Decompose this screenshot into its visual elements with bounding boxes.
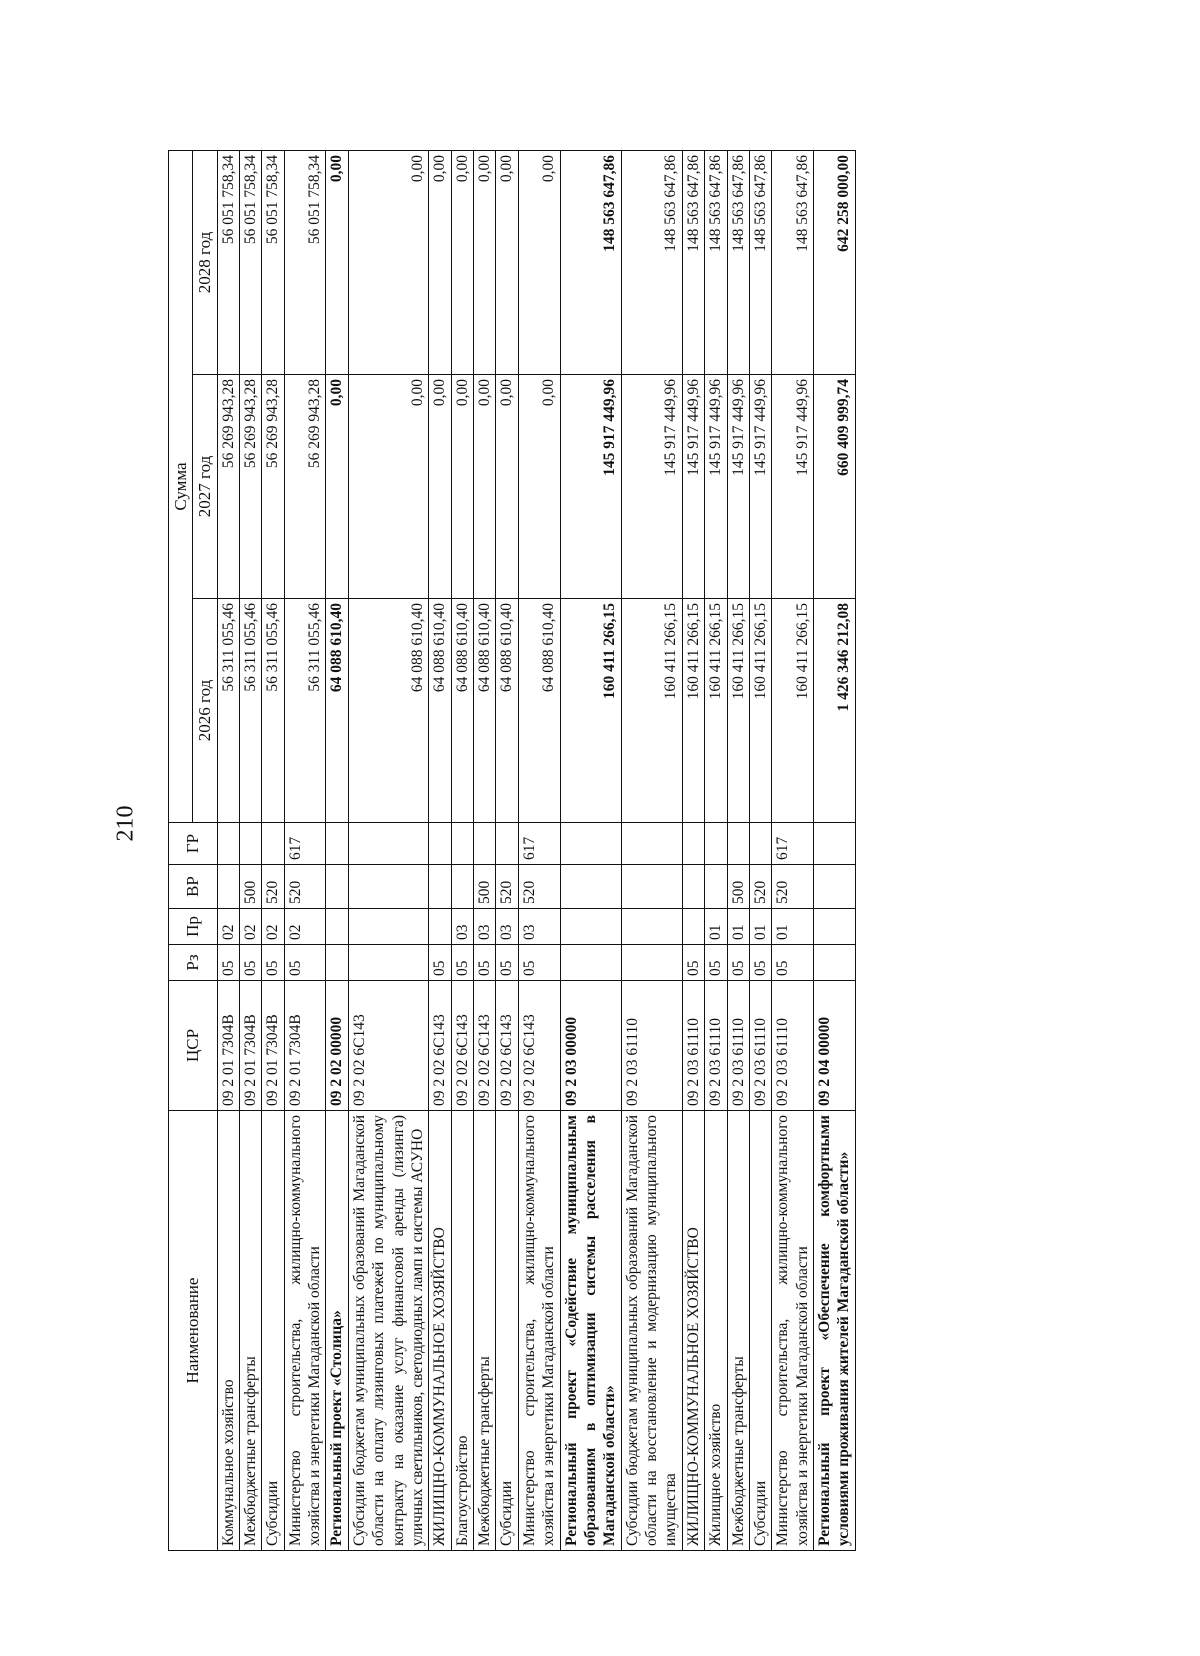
cell-name: Субсидии: [262, 1111, 284, 1551]
cell-pr: [348, 909, 429, 945]
cell-gr: 617: [518, 823, 560, 865]
table-row: [560, 151, 621, 1551]
cell-gr: [705, 823, 727, 865]
cell-2027: 56 269 943,28: [239, 375, 261, 599]
table-row: [239, 151, 261, 1551]
cell-vr: [217, 865, 239, 909]
cell-rz: 05: [474, 945, 496, 981]
cell-2026: 64 088 610,40: [429, 599, 451, 823]
cell-2028: 56 051 758,34: [262, 151, 284, 375]
cell-gr: [814, 823, 856, 865]
table-row: [326, 151, 348, 1551]
cell-2028: 56 051 758,34: [239, 151, 261, 375]
cell-csr: 09 2 02 6С143: [474, 981, 496, 1111]
cell-rz: 05: [749, 945, 771, 981]
table-row: [262, 151, 284, 1551]
cell-gr: 617: [772, 823, 814, 865]
cell-csr: 09 2 01 7304B: [217, 981, 239, 1111]
cell-2027: 145 917 449,96: [560, 375, 621, 599]
cell-vr: [682, 865, 704, 909]
cell-2026: 64 088 610,40: [474, 599, 496, 823]
cell-2026: 1 426 346 212,08: [814, 599, 856, 823]
cell-2026: 160 411 266,15: [705, 599, 727, 823]
cell-rz: 05: [451, 945, 473, 981]
cell-2027: 0,00: [348, 375, 429, 599]
cell-vr: 520: [284, 865, 326, 909]
cell-pr: 02: [284, 909, 326, 945]
cell-2027: 56 269 943,28: [217, 375, 239, 599]
header-name: Наименование: [169, 1111, 218, 1551]
cell-gr: [451, 823, 473, 865]
table-row: [814, 151, 856, 1551]
cell-csr: 09 2 03 61110: [727, 981, 749, 1111]
cell-vr: [348, 865, 429, 909]
header-sum: Сумма: [169, 151, 193, 823]
cell-pr: 03: [496, 909, 518, 945]
cell-csr: 09 2 04 00000: [814, 981, 856, 1111]
cell-2028: 148 563 647,86: [705, 151, 727, 375]
header-2026: 2026 год: [193, 599, 217, 823]
table-row: [217, 151, 239, 1551]
cell-name: Субсидии бюджетам муниципальных образований Магаданской области на оплату лизинговых платежей по муниципальному контракту на оказание услуг финансовой аренды (лизинга) уличных светильников, светодиодных ламп и системы АСУНО: [348, 1111, 429, 1551]
cell-gr: [429, 823, 451, 865]
cell-name: Субсидии: [749, 1111, 771, 1551]
cell-csr: 09 2 02 6С143: [451, 981, 473, 1111]
cell-2027: 0,00: [496, 375, 518, 599]
cell-2028: 0,00: [496, 151, 518, 375]
cell-csr: 09 2 03 61110: [772, 981, 814, 1111]
cell-name: Региональный проект «Обеспечение комфортными условиями проживания жителей Магаданской области»: [814, 1111, 856, 1551]
table-row: [474, 151, 496, 1551]
cell-gr: [749, 823, 771, 865]
cell-2027: 145 917 449,96: [682, 375, 704, 599]
cell-pr: 02: [217, 909, 239, 945]
cell-2026: 160 411 266,15: [749, 599, 771, 823]
cell-2027: 56 269 943,28: [262, 375, 284, 599]
cell-vr: 520: [518, 865, 560, 909]
cell-2028: 0,00: [451, 151, 473, 375]
cell-2027: 145 917 449,96: [772, 375, 814, 599]
cell-name: Благоустройство: [451, 1111, 473, 1551]
table-row: [429, 151, 451, 1551]
cell-gr: [262, 823, 284, 865]
cell-csr: 09 2 03 61110: [621, 981, 682, 1111]
page-number: 210: [112, 805, 139, 842]
cell-name: Межбюджетные трансферты: [239, 1111, 261, 1551]
cell-2026: 56 311 055,46: [262, 599, 284, 823]
cell-name: Межбюджетные трансферты: [474, 1111, 496, 1551]
cell-vr: 520: [496, 865, 518, 909]
cell-2028: 0,00: [326, 151, 348, 375]
header-pr: Пр: [169, 909, 218, 945]
table-row: [749, 151, 771, 1551]
cell-2026: 160 411 266,15: [772, 599, 814, 823]
cell-gr: [496, 823, 518, 865]
cell-2028: 148 563 647,86: [727, 151, 749, 375]
cell-2026: 160 411 266,15: [727, 599, 749, 823]
cell-vr: [326, 865, 348, 909]
budget-table: [168, 150, 856, 1551]
rotated-page: [168, 151, 1048, 1551]
table-row: [348, 151, 429, 1551]
cell-vr: [560, 865, 621, 909]
cell-rz: 05: [496, 945, 518, 981]
cell-rz: 05: [727, 945, 749, 981]
cell-gr: [217, 823, 239, 865]
table-row: [705, 151, 727, 1551]
cell-vr: 520: [772, 865, 814, 909]
cell-pr: 03: [451, 909, 473, 945]
cell-2028: 148 563 647,86: [772, 151, 814, 375]
cell-pr: 01: [727, 909, 749, 945]
cell-rz: 05: [239, 945, 261, 981]
cell-gr: 617: [284, 823, 326, 865]
cell-rz: 05: [682, 945, 704, 981]
cell-pr: [326, 909, 348, 945]
cell-name: Региональный проект «Содействие муниципальным образованиям в оптимизации системы расселения в Магаданской области»: [560, 1111, 621, 1551]
cell-pr: 01: [772, 909, 814, 945]
cell-rz: 05: [518, 945, 560, 981]
cell-csr: 09 2 01 7304B: [262, 981, 284, 1111]
table-row: [621, 151, 682, 1551]
cell-rz: 05: [284, 945, 326, 981]
cell-gr: [348, 823, 429, 865]
cell-vr: [451, 865, 473, 909]
cell-2027: 56 269 943,28: [284, 375, 326, 599]
cell-2028: 56 051 758,34: [284, 151, 326, 375]
cell-2027: 0,00: [326, 375, 348, 599]
cell-pr: [560, 909, 621, 945]
cell-pr: 01: [705, 909, 727, 945]
cell-2027: 660 409 999,74: [814, 375, 856, 599]
cell-2027: 145 917 449,96: [727, 375, 749, 599]
cell-name: Коммунальное хозяйство: [217, 1111, 239, 1551]
header-gr: ГР: [169, 823, 218, 865]
cell-2027: 0,00: [474, 375, 496, 599]
cell-csr: 09 2 03 61110: [749, 981, 771, 1111]
cell-2026: 64 088 610,40: [518, 599, 560, 823]
header-2028: 2028 год: [193, 151, 217, 375]
cell-csr: 09 2 03 61110: [705, 981, 727, 1111]
cell-2028: 0,00: [518, 151, 560, 375]
cell-gr: [682, 823, 704, 865]
cell-rz: [560, 945, 621, 981]
table-body: [217, 151, 855, 1551]
cell-name: Региональный проект «Столица»: [326, 1111, 348, 1551]
cell-csr: 09 2 03 61110: [682, 981, 704, 1111]
table-header: [169, 151, 218, 1551]
cell-2028: 148 563 647,86: [560, 151, 621, 375]
cell-rz: 05: [262, 945, 284, 981]
table-row: [727, 151, 749, 1551]
cell-2027: 0,00: [429, 375, 451, 599]
table-row: [451, 151, 473, 1551]
cell-name: Министерство строительства, жилищно-коммунального хозяйства и энергетики Магаданской области: [518, 1111, 560, 1551]
cell-csr: 09 2 01 7304B: [284, 981, 326, 1111]
cell-2028: 148 563 647,86: [621, 151, 682, 375]
cell-2028: 642 258 000,00: [814, 151, 856, 375]
cell-csr: 09 2 03 00000: [560, 981, 621, 1111]
cell-gr: [621, 823, 682, 865]
cell-name: ЖИЛИЩНО-КОММУНАЛЬНОЕ ХОЗЯЙСТВО: [429, 1111, 451, 1551]
cell-pr: 01: [749, 909, 771, 945]
cell-csr: 09 2 02 00000: [326, 981, 348, 1111]
cell-pr: [621, 909, 682, 945]
cell-pr: [814, 909, 856, 945]
cell-csr: 09 2 02 6С143: [496, 981, 518, 1111]
cell-pr: 02: [262, 909, 284, 945]
cell-gr: [560, 823, 621, 865]
cell-rz: 05: [772, 945, 814, 981]
cell-2026: 64 088 610,40: [451, 599, 473, 823]
cell-csr: 09 2 02 6С143: [348, 981, 429, 1111]
cell-2026: 56 311 055,46: [217, 599, 239, 823]
cell-name: Субсидии бюджетам муниципальных образований Магаданской области на восстановление и модернизацию муниципального имущества: [621, 1111, 682, 1551]
cell-2028: 0,00: [429, 151, 451, 375]
cell-rz: [814, 945, 856, 981]
cell-pr: [682, 909, 704, 945]
cell-vr: 500: [474, 865, 496, 909]
cell-2026: 56 311 055,46: [239, 599, 261, 823]
cell-name: Межбюджетные трансферты: [727, 1111, 749, 1551]
header-csr: ЦСР: [169, 981, 218, 1111]
cell-2026: 160 411 266,15: [682, 599, 704, 823]
cell-pr: 03: [474, 909, 496, 945]
table-row: [496, 151, 518, 1551]
cell-2028: 0,00: [348, 151, 429, 375]
cell-2026: 160 411 266,15: [560, 599, 621, 823]
cell-2027: 145 917 449,96: [621, 375, 682, 599]
cell-2027: 145 917 449,96: [749, 375, 771, 599]
cell-rz: 05: [217, 945, 239, 981]
cell-2028: 56 051 758,34: [217, 151, 239, 375]
cell-gr: [239, 823, 261, 865]
table-row: [772, 151, 814, 1551]
cell-pr: [429, 909, 451, 945]
header-vr: ВР: [169, 865, 218, 909]
cell-vr: 500: [239, 865, 261, 909]
cell-vr: [429, 865, 451, 909]
cell-2027: 0,00: [451, 375, 473, 599]
cell-pr: 03: [518, 909, 560, 945]
cell-2026: 64 088 610,40: [496, 599, 518, 823]
cell-csr: 09 2 02 6С143: [429, 981, 451, 1111]
cell-gr: [474, 823, 496, 865]
cell-gr: [326, 823, 348, 865]
cell-2026: 160 411 266,15: [621, 599, 682, 823]
cell-2028: 148 563 647,86: [682, 151, 704, 375]
cell-vr: [621, 865, 682, 909]
cell-rz: [621, 945, 682, 981]
cell-2026: 64 088 610,40: [326, 599, 348, 823]
cell-2026: 64 088 610,40: [348, 599, 429, 823]
cell-rz: 05: [429, 945, 451, 981]
cell-vr: [705, 865, 727, 909]
cell-name: Субсидии: [496, 1111, 518, 1551]
cell-name: Жилищное хозяйство: [705, 1111, 727, 1551]
cell-2027: 145 917 449,96: [705, 375, 727, 599]
cell-csr: 09 2 02 6С143: [518, 981, 560, 1111]
cell-pr: 02: [239, 909, 261, 945]
header-2027: 2027 год: [193, 375, 217, 599]
cell-vr: 520: [749, 865, 771, 909]
table-row: [284, 151, 326, 1551]
cell-csr: 09 2 01 7304B: [239, 981, 261, 1111]
cell-vr: 500: [727, 865, 749, 909]
cell-gr: [727, 823, 749, 865]
cell-vr: [814, 865, 856, 909]
cell-2026: 56 311 055,46: [284, 599, 326, 823]
header-rz: Рз: [169, 945, 218, 981]
cell-rz: 05: [705, 945, 727, 981]
table-row: [518, 151, 560, 1551]
cell-rz: [348, 945, 429, 981]
cell-name: Министерство строительства, жилищно-коммунального хозяйства и энергетики Магаданской области: [772, 1111, 814, 1551]
cell-2027: 0,00: [518, 375, 560, 599]
table-row: [682, 151, 704, 1551]
cell-rz: [326, 945, 348, 981]
cell-2028: 0,00: [474, 151, 496, 375]
cell-2028: 148 563 647,86: [749, 151, 771, 375]
cell-name: ЖИЛИЩНО-КОММУНАЛЬНОЕ ХОЗЯЙСТВО: [682, 1111, 704, 1551]
cell-vr: 520: [262, 865, 284, 909]
cell-name: Министерство строительства, жилищно-коммунального хозяйства и энергетики Магаданской области: [284, 1111, 326, 1551]
